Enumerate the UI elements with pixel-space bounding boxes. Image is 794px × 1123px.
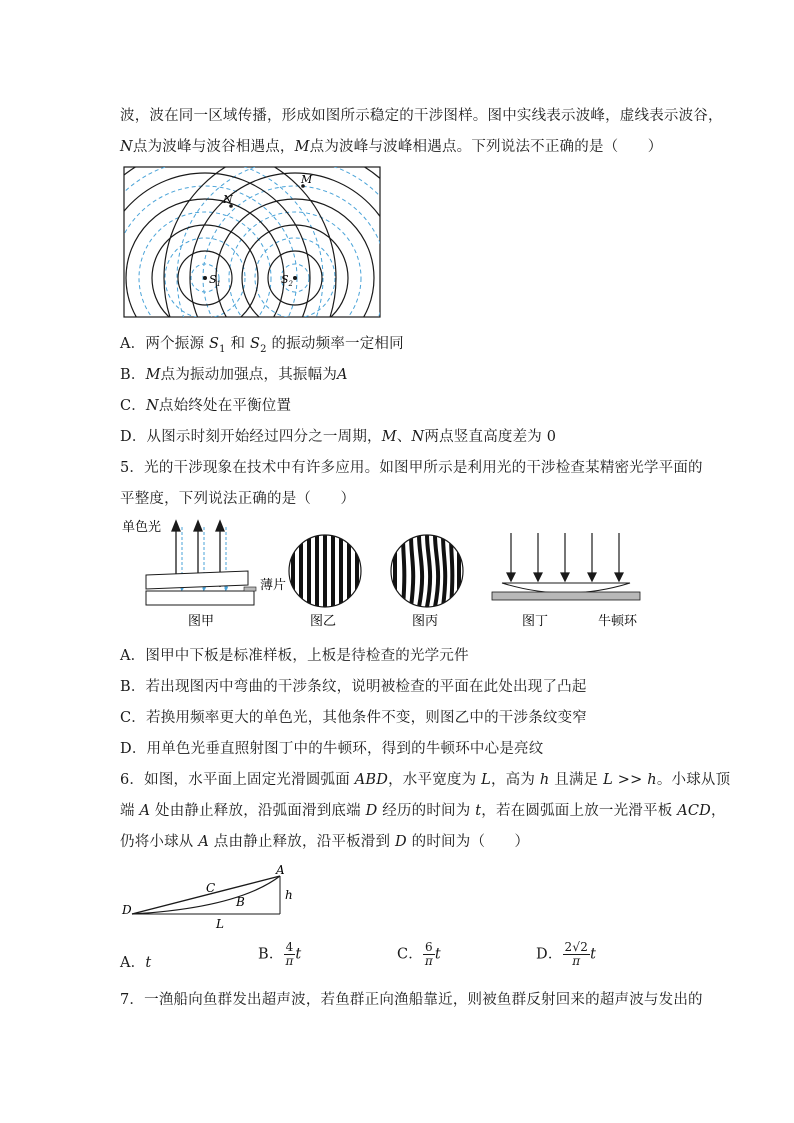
label-n: N — [223, 193, 233, 206]
q6-stem-line3: 仍将小球从 A 点由静止释放，沿平板滑到 D 的时间为（ ） — [120, 834, 530, 850]
frac-2root2-pi: $\frac{2√2}{\pi}$ — [564, 940, 589, 968]
label-fig-yi: 图乙 — [310, 614, 337, 629]
label-monochromatic-light: 单色光 — [122, 520, 162, 535]
q5-option-c: C．若换用频率更大的单色光，其他条件不变，则图乙中的干涉条纹变窄 — [120, 710, 587, 726]
q5-option-b: B．若出现图丙中弯曲的干涉条纹，说明被检查的平面在此处出现了凸起 — [120, 679, 587, 695]
label-s1: $S_1$ — [209, 273, 222, 288]
q4-stem-line2 — [120, 135, 662, 156]
fig-label-l: L — [216, 917, 224, 931]
label-fig-ding: 图丁 — [522, 614, 549, 629]
source-s2-dot — [293, 276, 297, 280]
var-N: N — [120, 139, 133, 155]
fig-label-h: h — [285, 888, 293, 902]
q6-stem-line1: 6．如图，水平面上固定光滑圆弧面 ABD，水平宽度为 L，高为 h 且满足 L >> h。小球从顶 — [120, 772, 731, 788]
label-fig-bing: 图丙 — [412, 614, 439, 629]
label-thin-sheet: 薄片 — [260, 578, 287, 593]
frac-6-pi: $\frac{6}{\pi}$ — [424, 940, 433, 968]
q6-option-a: A．t — [120, 955, 152, 971]
source-s1-dot — [203, 276, 207, 280]
label-fig-jia: 图甲 — [188, 614, 215, 629]
frac-4-pi: $\frac{4}{\pi}$ — [285, 940, 294, 968]
fig-label-a: A — [276, 863, 285, 877]
fig-label-d: D — [122, 903, 132, 917]
label-s2: $S_2$ — [281, 273, 294, 288]
fig-label-b: B — [236, 895, 245, 909]
q6-option-b: B． $\frac{4}{\pi}$ t — [258, 940, 302, 968]
q6-option-d: D． $\frac{2√2}{\pi}$ t — [536, 940, 597, 968]
var-M: M — [294, 139, 310, 155]
q4-option-b: B．M点为振动加强点，其振幅为A — [120, 367, 348, 383]
arc-slope-figure — [118, 862, 308, 932]
q5-stem-line2: 平整度，下列说法正确的是（ ） — [120, 491, 356, 507]
q4-stem-line2-text: 点为波峰与波谷相遇点， — [132, 139, 295, 155]
label-newton-ring: 牛顿环 — [598, 614, 638, 629]
q5-stem-line1: 5．光的干涉现象在技术中有许多应用。如图甲所示是利用光的干涉检查某精密光学平面的 — [120, 460, 703, 476]
q4-stem-line2-text-b: 点为波峰与波峰相遇点。下列说法不正确的是（ ） — [309, 139, 663, 155]
fig-label-c: C — [206, 881, 216, 895]
optics-figures — [118, 515, 658, 633]
q7-stem-line1: 7．一渔船向鱼群发出超声波，若鱼群正向渔船靠近，则被鱼群反射回来的超声波与发出的 — [120, 992, 703, 1008]
q6-option-c: C． $\frac{6}{\pi}$ t — [397, 940, 441, 968]
label-m: M — [301, 173, 313, 186]
q6-stem-line2: 端 A 处由静止释放，沿弧面滑到底端 D 经历的时间为 t，若在圆弧面上放一光滑平板 ACD， — [120, 803, 726, 819]
interference-figure — [123, 166, 383, 320]
q5-option-d: D．用单色光垂直照射图丁中的牛顿环，得到的牛顿环中心是亮纹 — [120, 741, 544, 757]
q4-stem-line1: 波，波在同一区域传播，形成如图所示稳定的干涉图样。图中实线表示波峰，虚线表示波谷， — [120, 108, 723, 124]
q4-option-a: A．两个振源 $S_1$ 和 $S_2$ 的振动频率一定相同 — [120, 336, 404, 355]
q5-option-a: A．图甲中下板是标准样板，上板是待检查的光学元件 — [120, 648, 469, 664]
q4-option-c: C．N点始终处在平衡位置 — [120, 398, 292, 414]
q4-option-d: D．从图示时刻开始经过四分之一周期，M、N两点竖直高度差为 0 — [120, 429, 557, 445]
